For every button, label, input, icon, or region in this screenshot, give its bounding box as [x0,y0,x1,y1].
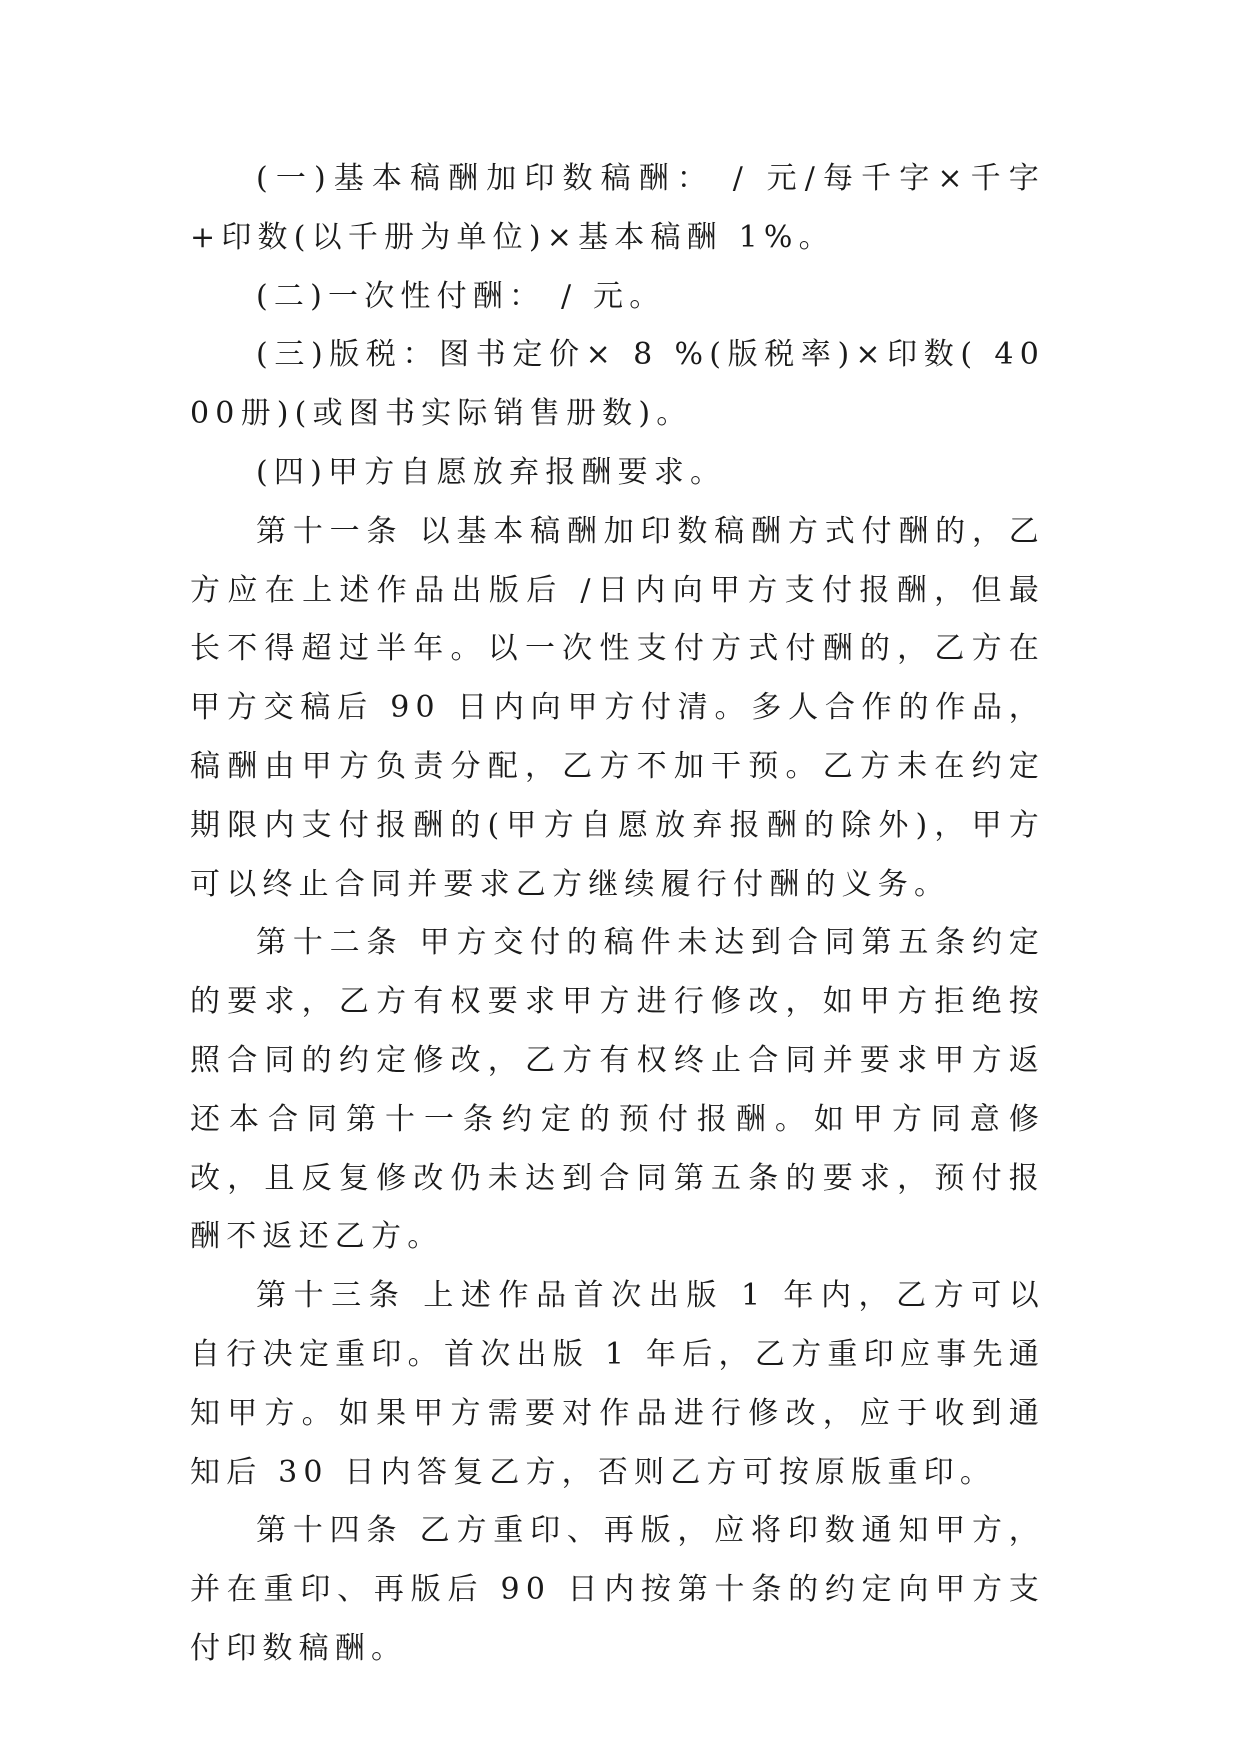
contract-body [190,150,1045,1679]
payment-option-royalty-rate: (三)版税：图书定价× 8 %(版税率)×印数( 4000册)(或图书实际销售册数)。 [190,337,1045,432]
payment-option-waive: (四)甲方自愿放弃报酬要求。 [256,454,727,490]
article-14: 第十四条 乙方重印、再版，应将印数通知甲方，并在重印、再版后 90 日内按第十条的约定向甲方支付印数稿酬。 [190,1513,1045,1666]
payment-option-basic-royalty: (一)基本稿酬加印数稿酬： / 元/每千字×千字+印数(以千册为单位)×基本稿酬 1%。 [190,161,1045,255]
article-13: 第十三条 上述作品首次出版 1 年内，乙方可以自行决定重印。首次出版 1 年后，乙方重印应事先通知甲方。如果甲方需要对作品进行修改，应于收到通知后 30 日内答复乙方，否则乙方可按原版重印。 [190,1278,1045,1490]
article-12: 第十二条 甲方交付的稿件未达到合同第五条约定的要求，乙方有权要求甲方进行修改，如甲方拒绝按照合同的约定修改，乙方有权终止合同并要求甲方返还本合同第十一条约定的预付报酬。如甲方同意修改，且反复修改仍未达到合同第五条的要求，预付报酬不返还乙方。 [190,925,1045,1255]
article-11: 第十一条 以基本稿酬加印数稿酬方式付酬的，乙方应在上述作品出版后 /日内向甲方支付报酬，但最长不得超过半年。以一次性支付方式付酬的，乙方在甲方交稿后 90 日内向甲方付清。多人合作的作品，稿酬由甲方负责分配，乙方不加干预。乙方未在约定期限内支付报酬的(甲方自愿放弃报酬的除外)，甲方可以终止合同并要求乙方继续履行付酬的义务。 [190,513,1045,902]
payment-option-lump-sum: (二)一次性付酬： / 元。 [256,278,666,314]
